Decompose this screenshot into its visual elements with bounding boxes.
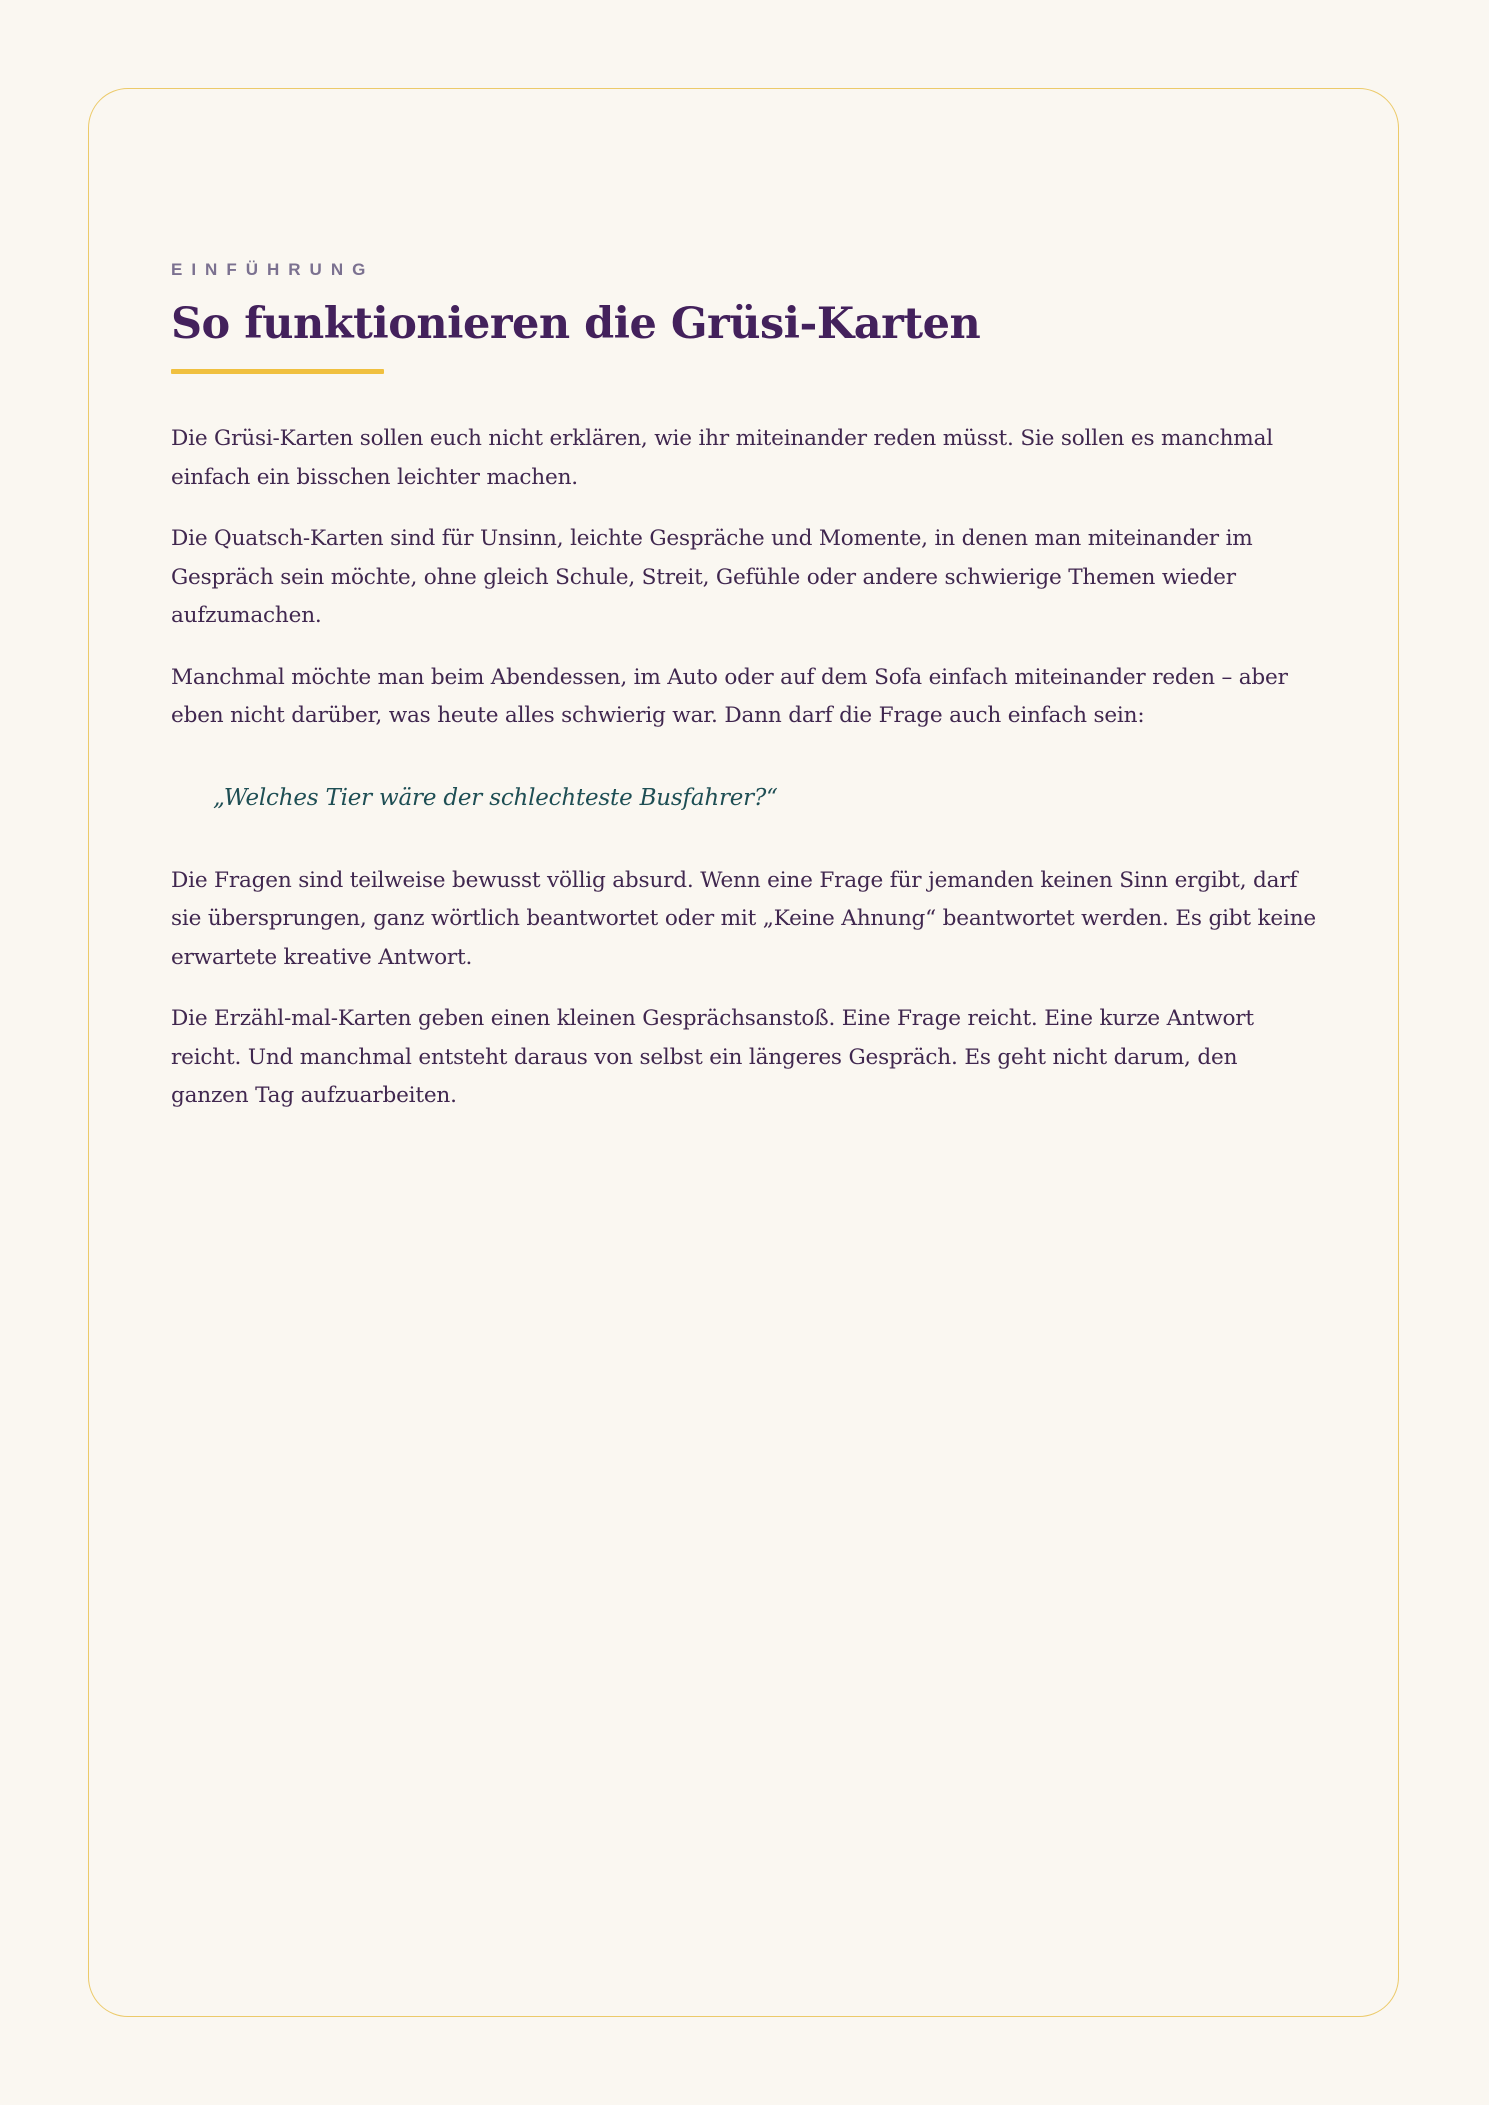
paragraph-abendessen: Manchmal möchte man beim Abendessen, im Auto oder auf dem Sofa einfach miteinander reden – aber eben nicht darüber, was heute alles schwierig war. Dann darf die Frage auch einfach sein: (171, 664, 1288, 728)
paragraph-erzaehl-mal-karten: Die Erzähl-mal-Karten geben einen kleinen Gesprächsanstoß. Eine Frage reicht. Eine kurze Antwort reicht. Und manchmal entsteht daraus von selbst ein längeres Gespräch. Es geht nicht darum, den ganzen Tag aufzuarbeiten. (171, 1006, 1254, 1108)
page-content (171, 259, 1321, 1139)
section-eyebrow: EINFÜHRUNG (171, 260, 375, 279)
body-text (171, 420, 1321, 1116)
page-card (88, 88, 1399, 2017)
paragraph-quatsch-karten: Die Quatsch-Karten sind für Unsinn, leichte Gespräche und Momente, in denen man miteinander im Gespräch sein möchte, ohne gleich Schule, Streit, Gefühle oder andere schwierige Themen wieder aufzumachen. (171, 526, 1253, 628)
title-underline (171, 369, 384, 374)
paragraph-absurde-fragen: Die Fragen sind teilweise bewusst völlig absurd. Wenn eine Frage für jemanden keinen Sinn ergibt, darf sie übersprungen, ganz wörtlich beantwortet oder mit „Keine Ahnung“ beantwortet werden. Es gibt keine erwartete kreative Antwort. (171, 867, 1316, 970)
example-quote: „Welches Tier wäre der schlechteste Busfahrer?“ (213, 784, 778, 811)
page-title: So funktionieren die Grüsi-Karten (171, 299, 981, 349)
paragraph-intro: Die Grüsi-Karten sollen euch nicht erklären, wie ihr miteinander reden müsst. Sie sollen es manchmal einfach ein bisschen leichter machen. (171, 426, 1273, 490)
